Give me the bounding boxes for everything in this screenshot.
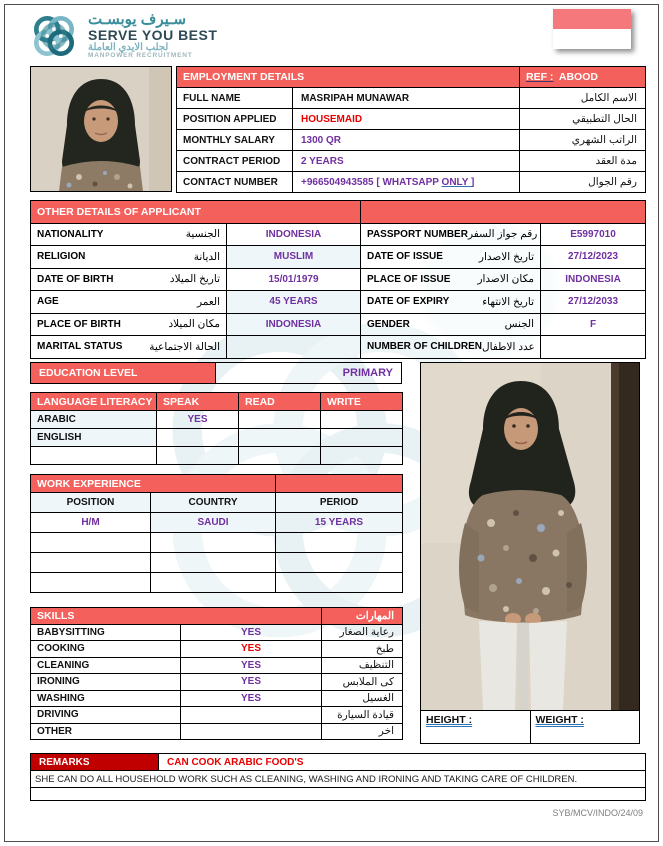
nationality-value: INDONESIA	[227, 223, 361, 246]
height-weight-row	[420, 711, 640, 744]
flag-white-band	[553, 29, 631, 49]
table-row	[177, 109, 646, 130]
remarks-table	[30, 753, 646, 801]
employment-details-table	[176, 66, 646, 193]
driving-label: DRIVING	[31, 707, 181, 724]
contact-number: +966504943585 [ WHATSAPP	[301, 176, 442, 188]
table-row	[31, 657, 403, 674]
table-row	[31, 447, 403, 465]
expiry-date-value: 27/12/2033	[541, 291, 646, 314]
work-position-value: H/M	[31, 513, 151, 533]
table-row	[31, 624, 403, 641]
cooking-value: YES	[181, 641, 322, 658]
table-row	[31, 411, 403, 429]
marital-status-arabic: الحالة الاجتماعية	[149, 340, 220, 353]
driving-arabic: قيادة السيارة	[322, 707, 403, 724]
salary-label: MONTHLY SALARY	[177, 130, 293, 151]
birth-date-value: 15/01/1979	[227, 268, 361, 291]
washing-value: YES	[181, 690, 322, 707]
age-arabic: العمر	[196, 295, 220, 308]
passport-label: PASSPORT NUMBER	[367, 228, 468, 240]
education-level-bar	[30, 362, 402, 384]
contract-label: CONTRACT PERIOD	[177, 151, 293, 172]
remarks-note: SHE CAN DO ALL HOUSEHOLD WORK SUCH AS CLEANING, WASHING AND IRONING AND TAKING CARE OF CHILDREN.	[31, 771, 646, 788]
english-speak-value	[157, 429, 239, 447]
ref-cell	[520, 67, 646, 88]
religion-value: MUSLIM	[227, 246, 361, 269]
other-skill-arabic: اخر	[322, 723, 403, 740]
skills-title: SKILLS	[31, 608, 322, 625]
gender-arabic: الجنس	[504, 318, 535, 331]
passport-value: E5997010	[541, 223, 646, 246]
table-row	[177, 88, 646, 109]
weight-field	[531, 711, 641, 744]
table-row	[31, 690, 403, 707]
arabic-language-label: ARABIC	[31, 411, 157, 429]
remarks-title: REMARKS	[31, 754, 159, 771]
work-experience-title-spacer	[276, 475, 403, 493]
table-row	[177, 172, 646, 193]
birth-place-label: PLACE OF BIRTH	[37, 318, 121, 330]
other-skill-label: OTHER	[31, 723, 181, 740]
age-value: 45 YEARS	[227, 291, 361, 314]
religion-label: RELIGION	[37, 251, 86, 263]
contract-arabic: مدة العقد	[520, 151, 646, 172]
logo-arabic-tagline: لجلب الايدي العاملة	[88, 41, 169, 53]
passport-arabic: رقم جواز السفر	[467, 228, 538, 241]
issue-date-arabic: تاريخ الاصدار	[478, 250, 535, 263]
position-header: POSITION	[31, 493, 151, 513]
cleaning-label: CLEANING	[31, 657, 181, 674]
issue-place-arabic: مكان الاصدار	[477, 273, 535, 286]
work-period-value: 15 YEARS	[276, 513, 403, 533]
gender-label: GENDER	[367, 318, 410, 330]
logo-english-name: SERVE YOU BEST	[88, 26, 218, 43]
table-row	[31, 291, 646, 314]
cooking-arabic: طبخ	[322, 641, 403, 658]
marital-status-value	[227, 336, 361, 359]
applicant-portrait-photo	[30, 66, 172, 192]
knot-logo-icon	[28, 10, 80, 62]
arabic-write-value	[321, 411, 403, 429]
babysitting-value: YES	[181, 624, 322, 641]
contact-arabic: رقم الجوال	[520, 172, 646, 193]
birth-date-arabic: تاريخ الميلاد	[169, 273, 220, 286]
table-row	[31, 674, 403, 691]
nationality-label: NATIONALITY	[37, 228, 104, 240]
work-experience-title: WORK EXPERIENCE	[31, 475, 276, 493]
applicant-fullbody-photo	[420, 362, 640, 711]
gender-value: F	[541, 313, 646, 336]
ironing-label: IRONING	[31, 674, 181, 691]
education-level-title: EDUCATION LEVEL	[30, 362, 216, 384]
table-row	[31, 573, 403, 593]
issue-date-label: DATE OF ISSUE	[367, 251, 443, 263]
weight-label: WEIGHT :	[535, 714, 584, 726]
country-header: COUNTRY	[151, 493, 276, 513]
table-row	[177, 151, 646, 172]
children-label: NUMBER OF CHILDREN	[367, 341, 483, 353]
religion-arabic: الديانة	[193, 250, 220, 263]
issue-date-value: 27/12/2023	[541, 246, 646, 269]
flag-red-band	[553, 9, 631, 29]
indonesia-flag	[553, 9, 631, 49]
driving-value	[181, 707, 322, 724]
age-label: AGE	[37, 296, 59, 308]
cleaning-arabic: التنظيف	[322, 657, 403, 674]
cleaning-value: YES	[181, 657, 322, 674]
other-details-title: OTHER DETAILS OF APPLICANT	[31, 201, 361, 224]
work-country-value: SAUDI	[151, 513, 276, 533]
document-reference-code: SYB/MCV/INDO/24/09	[552, 808, 643, 818]
table-row	[31, 336, 646, 359]
photo-panel	[420, 362, 640, 744]
marital-status-label: MARITAL STATUS	[37, 341, 123, 353]
employment-title: EMPLOYMENT DETAILS	[177, 67, 520, 88]
other-details-table	[30, 200, 646, 359]
table-row	[31, 707, 403, 724]
speak-header: SPEAK	[157, 393, 239, 411]
table-row	[31, 223, 646, 246]
full-name-value: MASRIPAH MUNAWAR	[293, 88, 520, 109]
other-skill-value	[181, 723, 322, 740]
remarks-empty-row	[31, 788, 646, 801]
children-value	[541, 336, 646, 359]
height-field	[420, 711, 531, 744]
logo-arabic-name: سـيرف يوبسـت	[88, 11, 187, 29]
table-row	[31, 723, 403, 740]
table-row	[31, 313, 646, 336]
arabic-read-value	[239, 411, 321, 429]
contact-whatsapp-note: ONLY ]	[441, 176, 475, 188]
employment-section	[30, 66, 646, 193]
ironing-arabic: كى الملابس	[322, 674, 403, 691]
washing-label: WASHING	[31, 690, 181, 707]
height-label: HEIGHT :	[426, 714, 473, 726]
skills-table	[30, 607, 403, 740]
birth-place-arabic: مكان الميلاد	[168, 318, 220, 331]
table-row	[31, 641, 403, 658]
arabic-speak-value: YES	[157, 411, 239, 429]
table-row	[31, 429, 403, 447]
period-header: PERIOD	[276, 493, 403, 513]
position-label: POSITION APPLIED	[177, 109, 293, 130]
contact-value	[293, 172, 520, 193]
birth-date-label: DATE OF BIRTH	[37, 273, 114, 285]
language-literacy-table	[30, 392, 403, 465]
english-write-value	[321, 429, 403, 447]
ref-value: ABOOD	[558, 71, 598, 83]
washing-arabic: الغسيل	[322, 690, 403, 707]
full-name-label: FULL NAME	[177, 88, 293, 109]
table-row	[177, 130, 646, 151]
table-row	[31, 246, 646, 269]
skills-title-arabic: المهارات	[322, 608, 403, 625]
expiry-date-label: DATE OF EXPIRY	[367, 296, 450, 308]
contact-label: CONTACT NUMBER	[177, 172, 293, 193]
work-experience-table	[30, 474, 403, 593]
table-row	[31, 268, 646, 291]
nationality-arabic: الجنسية	[185, 228, 220, 241]
logo-english-tagline: MANPOWER RECRUITMENT	[88, 52, 193, 60]
read-header: READ	[239, 393, 321, 411]
position-arabic: الحال التطبيقي	[520, 109, 646, 130]
education-level-value: PRIMARY	[216, 362, 402, 384]
expiry-date-arabic: تاريخ الانتهاء	[482, 295, 535, 308]
write-header: WRITE	[321, 393, 403, 411]
language-header: LANGUAGE LITERACY	[31, 393, 157, 411]
salary-value: 1300 QR	[293, 130, 520, 151]
cooking-label: COOKING	[31, 641, 181, 658]
english-language-label: ENGLISH	[31, 429, 157, 447]
table-row	[31, 533, 403, 553]
ref-label: REF :	[526, 71, 554, 83]
babysitting-label: BABYSITTING	[31, 624, 181, 641]
issue-place-label: PLACE OF ISSUE	[367, 273, 451, 285]
children-arabic: عدد الاطفال	[482, 340, 535, 353]
table-row	[31, 513, 403, 533]
full-name-arabic: الاسم الكامل	[520, 88, 646, 109]
remarks-highlight: CAN COOK ARABIC FOOD'S	[159, 754, 646, 771]
babysitting-arabic: رعاية الصغار	[322, 624, 403, 641]
issue-place-value: INDONESIA	[541, 268, 646, 291]
ironing-value: YES	[181, 674, 322, 691]
other-details-title-spacer	[361, 201, 646, 224]
birth-place-value: INDONESIA	[227, 313, 361, 336]
position-value: HOUSEMAID	[293, 109, 520, 130]
table-row	[31, 553, 403, 573]
agency-logo	[28, 10, 217, 62]
english-read-value	[239, 429, 321, 447]
salary-arabic: الراتب الشهري	[520, 130, 646, 151]
contract-value: 2 YEARS	[293, 151, 520, 172]
